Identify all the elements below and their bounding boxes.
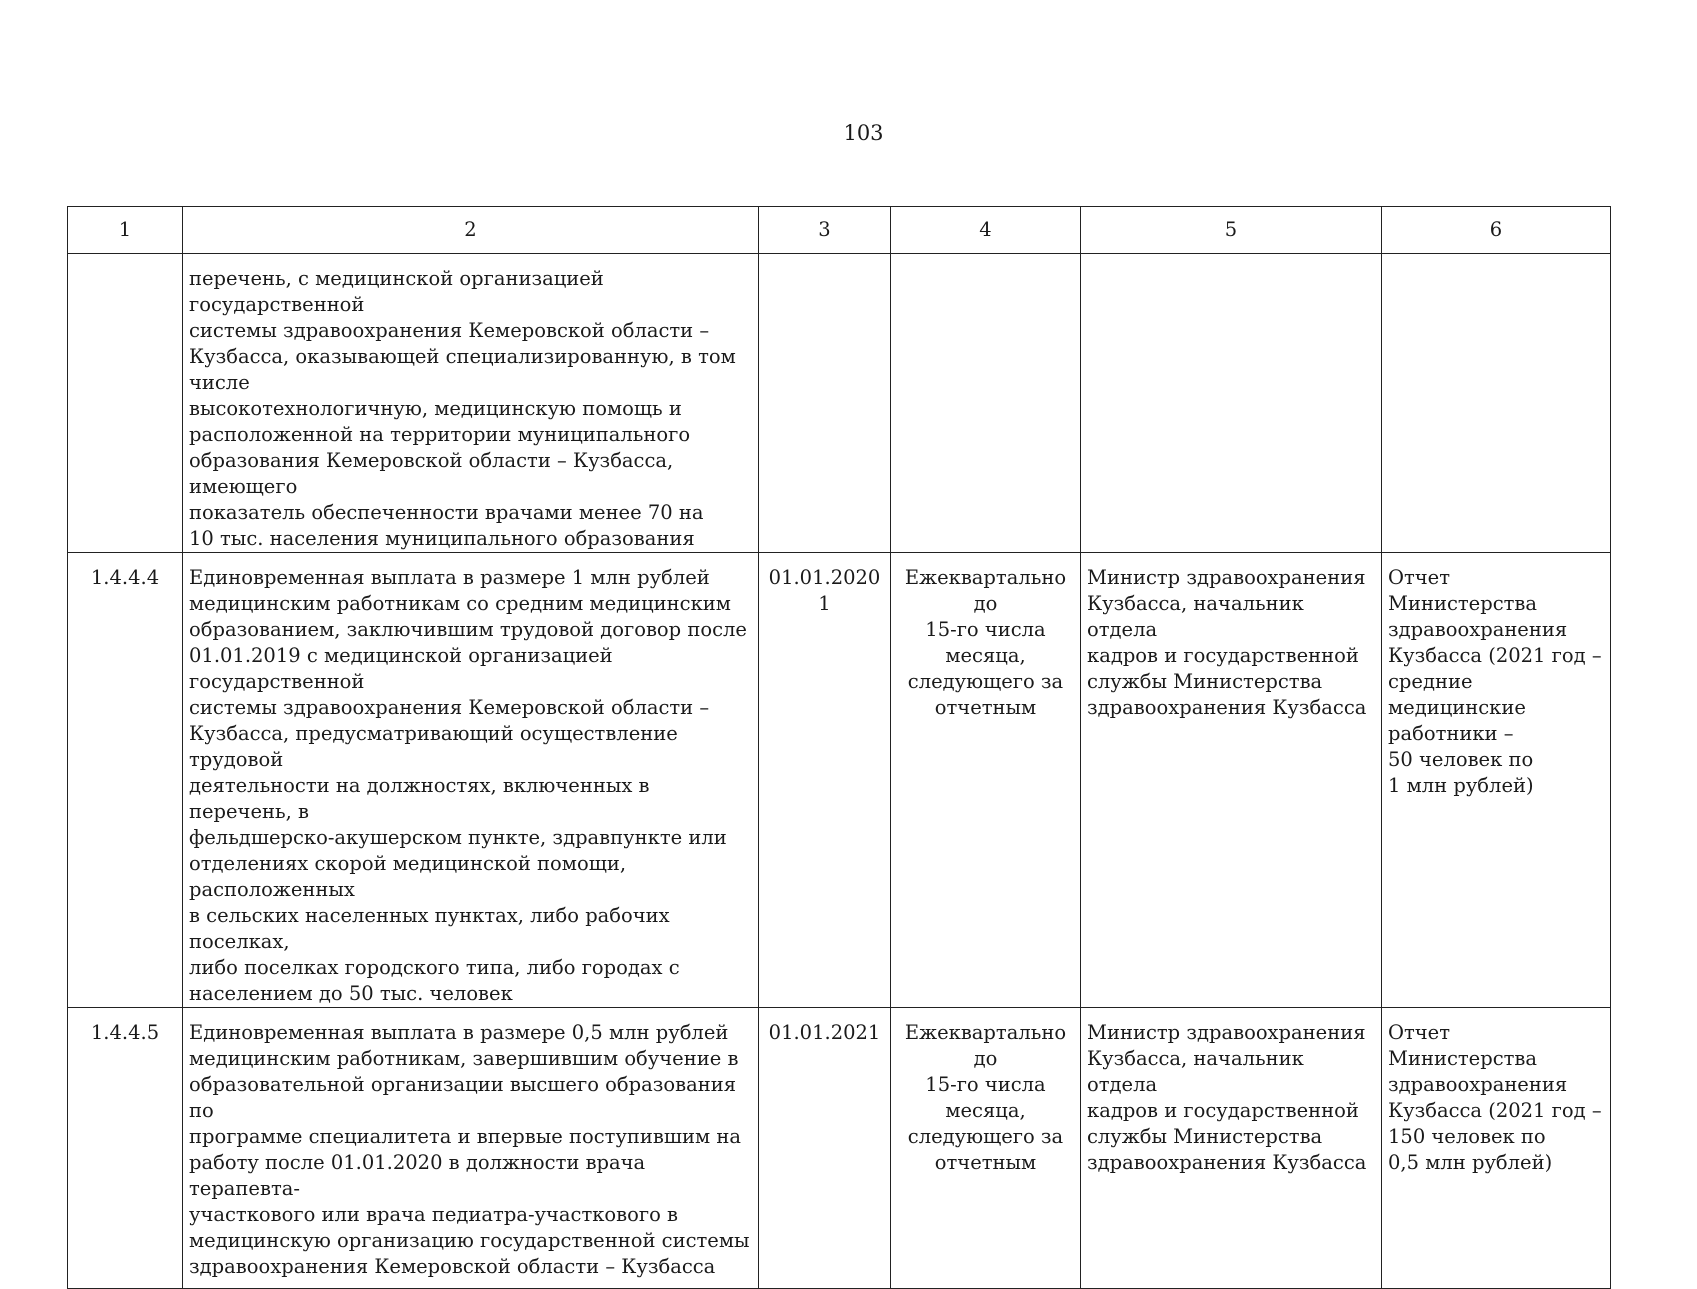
description-cell: Единовременная выплата в размере 0,5 млн рублей медицинским работникам, завершившим обучение в образовательной организации высшего образования по программе специалитета и впервые поступившим на работу после 01.01.2020 в должности врача терапевта- участкового или врача педиатра-участкового в медицинскую организацию государственной системы здравоохранения Кемеровской области – Кузбасса	[183, 1008, 759, 1289]
responsible-cell: Министр здравоохранения Кузбасса, начальник отдела кадров и государственной службы Министерства здравоохранения Кузбасса	[1081, 1008, 1382, 1289]
responsible-cell: Министр здравоохранения Кузбасса, начальник отдела кадров и государственной службы Министерства здравоохранения Кузбасса	[1081, 553, 1382, 1008]
table-header-row	[68, 207, 1611, 254]
measures-table	[67, 206, 1611, 1289]
date-cell: 01.01.20201	[759, 553, 891, 1008]
column-header: 6	[1382, 207, 1611, 254]
report-cell: Отчет Министерства здравоохранения Кузбасса (2021 год – 150 человек по 0,5 млн рублей)	[1382, 1008, 1611, 1289]
column-header: 3	[759, 207, 891, 254]
item-number-cell: 1.4.4.5	[68, 1008, 183, 1289]
table-row	[68, 1008, 1611, 1289]
table-row	[68, 254, 1611, 553]
page-number: 103	[843, 121, 884, 145]
frequency-cell	[891, 254, 1081, 553]
report-cell	[1382, 254, 1611, 553]
date-cell	[759, 254, 891, 553]
table-row	[68, 553, 1611, 1008]
column-header: 1	[68, 207, 183, 254]
column-header: 4	[891, 207, 1081, 254]
frequency-cell: Ежеквартально до 15-го числа месяца, следующего за отчетным	[891, 1008, 1081, 1289]
item-number-cell: 1.4.4.4	[68, 553, 183, 1008]
description-cell: Единовременная выплата в размере 1 млн рублей медицинским работникам со средним медицинским образованием, заключившим трудовой договор после 01.01.2019 с медицинской организацией государственной системы здравоохранения Кемеровской области – Кузбасса, предусматривающий осуществление трудовой деятельности на должностях, включенных в перечень, в фельдшерско-акушерском пункте, здравпункте или отделениях скорой медицинской помощи, расположенных в сельских населенных пунктах, либо рабочих поселках, либо поселках городского типа, либо городах с населением до 50 тыс. человек	[183, 553, 759, 1008]
description-cell: перечень, с медицинской организацией государственной системы здравоохранения Кемеровской области – Кузбасса, оказывающей специализированную, в том числе высокотехнологичную, медицинскую помощь и расположенной на территории муниципального образования Кемеровской области – Кузбасса, имеющего показатель обеспеченности врачами менее 70 на 10 тыс. населения муниципального образования	[183, 254, 759, 553]
date-cell: 01.01.2021	[759, 1008, 891, 1289]
report-cell: Отчет Министерства здравоохранения Кузбасса (2021 год – средние медицинские работники – 50 человек по 1 млн рублей)	[1382, 553, 1611, 1008]
item-number-cell	[68, 254, 183, 553]
frequency-cell: Ежеквартально до 15-го числа месяца, следующего за отчетным	[891, 553, 1081, 1008]
column-header: 2	[183, 207, 759, 254]
column-header: 5	[1081, 207, 1382, 254]
responsible-cell	[1081, 254, 1382, 553]
